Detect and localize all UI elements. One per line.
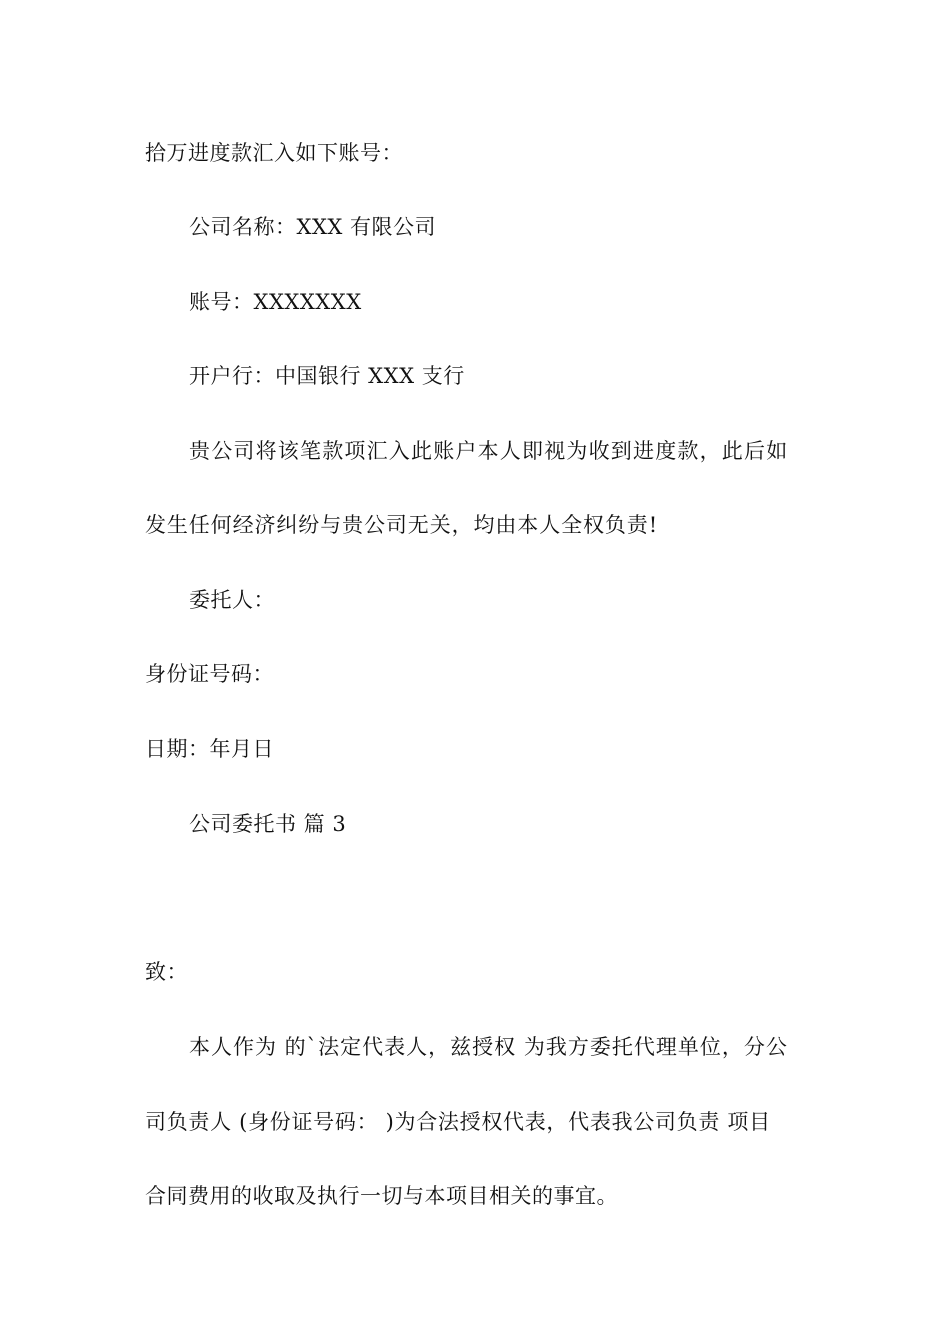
text-line-principal: 委托人： bbox=[189, 588, 275, 612]
text-line-authorization-2: 司负责人 (身份证号码： )为合法授权代表，代表我公司负责 项目 bbox=[145, 1110, 771, 1134]
text-line-authorization-1: 本人作为 的`法定代表人，兹授权 为我方委托代理单位，分公 bbox=[189, 1035, 788, 1059]
text-line-account: 账号：XXXXXXX bbox=[189, 290, 362, 314]
text-line-intro: 拾万进度款汇入如下账号： bbox=[145, 141, 403, 165]
text-line-statement-1: 贵公司将该笔款项汇入此账户本人即视为收到进度款，此后如 bbox=[189, 439, 789, 463]
text-line-company-name: 公司名称：XXX 有限公司 bbox=[189, 215, 437, 239]
text-line-bank: 开户行：中国银行 XXX 支行 bbox=[189, 364, 465, 388]
text-line-id-number: 身份证号码： bbox=[145, 662, 274, 686]
section-heading: 公司委托书 篇 3 bbox=[189, 812, 347, 836]
text-line-salutation: 致： bbox=[145, 960, 188, 984]
text-line-authorization-3: 合同费用的收取及执行一切与本项目相关的事宜。 bbox=[145, 1184, 618, 1208]
text-line-date: 日期：年月日 bbox=[145, 737, 274, 761]
text-line-statement-2: 发生任何经济纠纷与贵公司无关，均由本人全权负责! bbox=[145, 513, 659, 537]
